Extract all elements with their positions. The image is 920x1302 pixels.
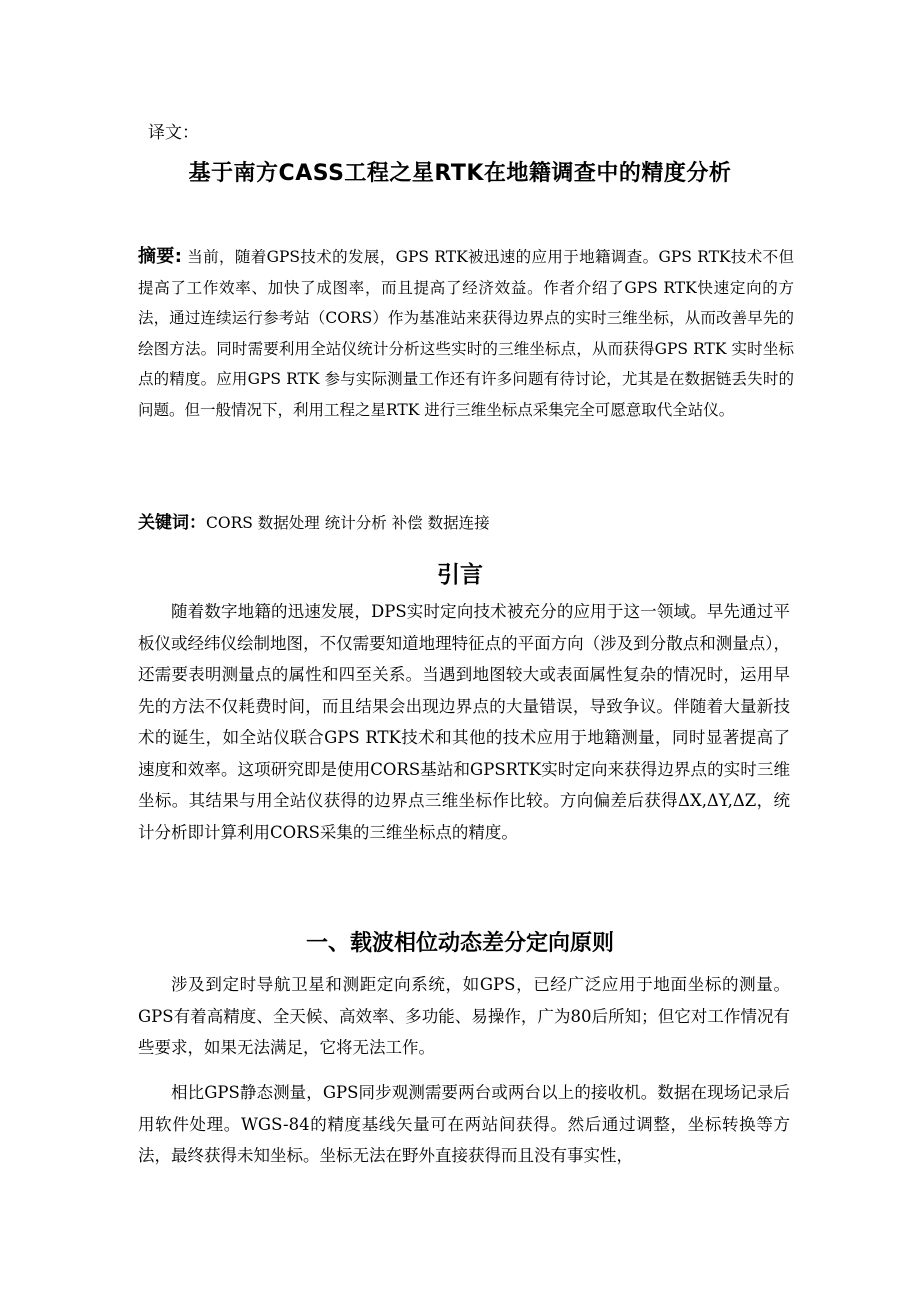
abstract-label: 摘要: [138,246,182,267]
intro-paragraph: 随着数字地籍的迅速发展，DPS实时定向技术被充分的应用于这一领域。早先通过平板仪或经纬仪绘制地图，不仅需要知道地理特征点的平面方向（涉及到分散点和测量点），还需要表明测量点的属性和四至关系。当遇到地图较大或表面属性复杂的情况时，运用早先的方法不仅耗费时间，而且结果会出现边界点的大量错误，导致争议。伴随着大量新技术的诞生，如全站仪联合GPS RTK技术和其他的技术应用于地籍测量，同时显著提高了速度和效率。这项研究即是使用CORS基站和GPSRTK实时定向来获得边界点的实时三维坐标。其结果与用全站仪获得的边界点三维坐标作比较。方向偏差后获得ΔX,ΔY,ΔZ，统计分析即计算利用CORS采集的三维坐标点的精度。 [138,602,790,842]
document-title: 基于南方CASS工程之星RTK在地籍调查中的精度分析 [188,161,732,186]
keywords-text: CORS 数据处理 统计分析 补偿 数据连接 [206,514,490,532]
section1-paragraph-1: 涉及到定时导航卫星和测距定向系统，如GPS，已经广泛应用于地面坐标的测量。GPS有着高精度、全天候、高效率、多功能、易操作，广为80后所知；但它对工作情况有些要求，如果无法满足，它将无法工作。 [138,975,790,1057]
section1-paragraph-2: 相比GPS静态测量，GPS同步观测需要两台或两台以上的接收机。数据在现场记录后用软件处理。WGS-84的精度基线矢量可在两站间获得。然后通过调整，坐标转换等方法，最终获得未知坐标。坐标无法在野外直接获得而且没有事实性， [138,1083,790,1165]
keywords-label: 关键词： [138,513,206,533]
abstract-block [138,242,794,425]
intro-heading: 引言 [437,562,483,588]
keywords-block [138,510,490,536]
abstract-text: 当前，随着GPS技术的发展，GPS RTK被迅速的应用于地籍调查。GPS RTK技术不但提高了工作效率、加快了成图率，而且提高了经济效益。作者介绍了GPS RTK快速定向的方法，通过连续运行参考站（CORS）作为基准站来获得边界点的实时三维坐标，从而改善早先的绘图方法。同时需要利用全站仪统计分析这些实时的三维坐标点，从而获得GPS RTK 实时坐标点的精度。应用GPS RTK 参与实际测量工作还有许多问题有待讨论，尤其是在数据链丢失时的问题。但一般情况下，利用工程之星RTK 进行三维坐标点采集完全可愿意取代全站仪。 [138,248,794,419]
section1-heading: 一、载波相位动态差分定向原则 [305,931,614,956]
translation-label: 译文： [148,123,199,143]
